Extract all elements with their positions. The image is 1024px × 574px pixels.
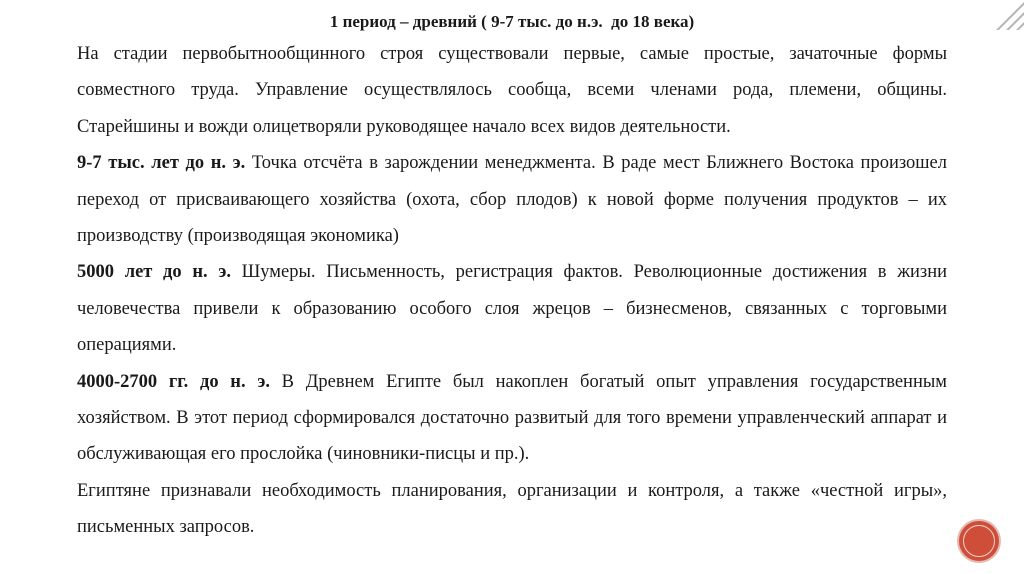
paragraph-text: Точка отсчёта в зарождении менеджмента. В раде мест Ближнего Востока произошел переход от присваивающего хозяйства (охота, сбор плодов) к новой форме получения продуктов – их производству (производящая экономика) <box>77 153 947 247</box>
slide-body <box>77 36 947 546</box>
paragraph-4 <box>77 364 947 473</box>
paragraph-text: Шумеры. Письменность, регистрация фактов. Революционные достижения в жизни человечества привели к образованию особого слоя жрецов – бизнесменов, связанных с торговыми операциями. <box>77 262 947 356</box>
paragraph-text: Египтяне признавали необходимость планирования, организации и контроля, а также «честной игры», письменных запросов. <box>77 480 947 538</box>
paragraph-text: В Древнем Египте был накоплен богатый опыт управления государственным хозяйством. В этот период сформировался достаточно развитый для того времени управленческий аппарат и обслуживающая его прослойка (чиновники-писцы и пр.). <box>77 371 947 465</box>
paragraph-3 <box>77 254 947 363</box>
nav-button-ring-icon <box>963 525 995 557</box>
paragraph-2 <box>77 145 947 254</box>
slide-nav-button[interactable] <box>959 521 999 561</box>
paragraph-1 <box>77 36 947 145</box>
paragraph-text: На стадии первобытнообщинного строя существовали первые, самые простые, зачаточные формы совместного труда. Управление осуществлялось сообща, всеми членами рода, племени, общины. Старейшины и вожди олицетворяли руководящее начало всех видов деятельности. <box>77 44 947 137</box>
paragraph-5 <box>77 473 947 546</box>
paragraph-lead: 5000 лет до н. э. <box>77 262 231 283</box>
paragraph-lead: 9-7 тыс. лет до н. э. <box>77 153 246 174</box>
page-title: 1 период – древний ( 9-7 тыс. до н.э. до 18 века) <box>329 12 695 31</box>
paragraph-lead: 4000-2700 гг. до н. э. <box>77 371 270 392</box>
